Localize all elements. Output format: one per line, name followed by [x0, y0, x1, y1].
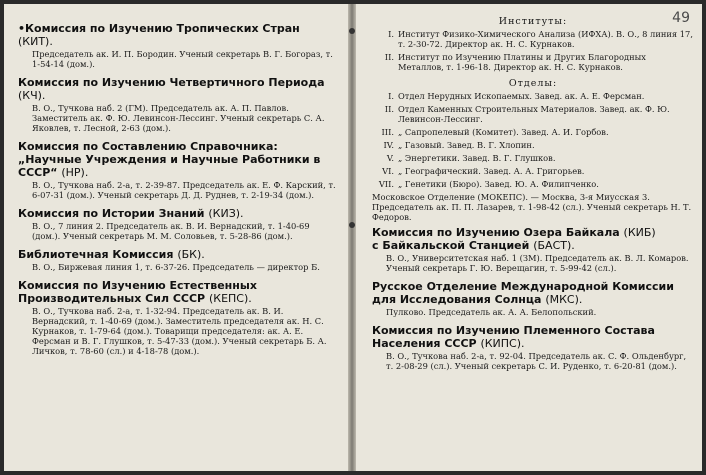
entry-title: Комиссия по Изучению Четвертичного Периода (КЧ).: [18, 76, 325, 102]
entry-keps: [18, 279, 338, 356]
list-item: I. Институт Физико-Химического Анализа (ИФХА). В. О., 8 линия 17, т. 2-30-72. Директор ак. Н. С. Курнаков.: [388, 29, 693, 49]
institutes-heading: Институты:: [498, 16, 568, 27]
page-number: 49: [672, 10, 690, 26]
entry-body: В. О., Тучкова наб. 2-а, т. 1-32-94. Председатель ак. В. И. Вернадский, т. 1-40-69 (дом.). Заместитель председателя ак. Н. С. Курнаков, т. 1-79-64 (дом.). Товарищи председателя: ак. А. Е. Ферсман и В. Г. Глушков, т. 5-47-33 (дом.). Ученый секретарь Б. А. Личков, т. 78-60 (сл.) и 4-18-78 (дом.).: [32, 306, 327, 356]
book-gutter: [348, 4, 356, 471]
list-item: I. Отдел Нерудных Ископаемых. Завед. ак. А. Е. Ферсман.: [388, 91, 645, 101]
list-item: II. Отдел Каменных Строительных Материалов. Завед. ак. Ф. Ю. Левинсон-Лессинг.: [384, 104, 670, 124]
list-item: III. „ Сапропелевый (Комитет). Завед. А. И. Горбов.: [381, 127, 609, 137]
right-page: [356, 4, 702, 471]
entry-title: Комиссия по Изучению Естественных Производительных Сил СССР (КЕПС).: [18, 279, 257, 305]
entry-body: Председатель ак. И. П. Бородин. Ученый секретарь В. Г. Богораз, т. 1-54-14 (дом.).: [32, 49, 333, 69]
entry-body: В. О., Биржевая линия 1, т. 6-37-26. Председатель — директор Б.: [32, 262, 320, 272]
entry-mks: [372, 280, 694, 317]
entry-kips: [372, 324, 694, 371]
left-page: [4, 4, 348, 471]
binding-dot: [349, 28, 355, 34]
list-item: IV. „ Газовый. Завед. В. Г. Хлопин.: [383, 140, 535, 150]
entry-title: Комиссия по Истории Знаний (КИЗ).: [18, 207, 244, 220]
list-item: V. „ Энергетики. Завед. В. Г. Глушков.: [386, 153, 556, 163]
entry-title: Комиссия по Составлению Справочника: „Научные Учреждения и Научные Работники в СССР“ (НР).: [18, 140, 321, 179]
entry-body: В. О., 7 линия 2. Председатель ак. В. И. Вернадский, т. 1-40-69 (дом.). Ученый секретарь М. М. Соловьев, т. 5-28-86 (дом.).: [32, 221, 310, 241]
entry-body: В. О., Тучкова наб. 2-а, т. 92-04. Председатель ак. С. Ф. Ольденбург, т. 2-08-29 (сл.). Ученый секретарь С. И. Руденко, т. 6-20-81 (дом.).: [386, 351, 687, 371]
entry-title: Комиссия по Изучению Озера Байкала (КИБ) с Байкальской Станцией (БАСТ).: [372, 226, 656, 252]
entry-body: В. О., Университетская наб. 1 (ЗМ). Председатель ак. В. Л. Комаров. Ученый секретарь Г. Ю. Верещагин, т. 5-99-42 (сл.).: [386, 253, 689, 273]
moscow-branch: Московское Отделение (МОКЕПС). — Москва, 3-я Миусская 3. Председатель ак. П. П. Лазарев, т. 1-98-42 (сл.). Ученый секретарь Н. Т. Федоров.: [372, 192, 692, 222]
entry-body: В. О., Тучкова наб. 2-а, т. 2-39-87. Председатель ак. Е. Ф. Карский, т. 6-07-31 (дом.). Ученый секретарь Д. Д. Руднев, т. 2-19-34 (дом.).: [32, 180, 336, 200]
list-item: VII. „ Генетики (Бюро). Завед. Ю. А. Филипченко.: [378, 179, 599, 189]
departments-heading: Отделы:: [508, 78, 558, 89]
entry-title: •Комиссия по Изучению Тропических Стран (КИТ).: [18, 22, 300, 48]
entry-body: В. О., Тучкова наб. 2 (ГМ). Председатель ак. А. П. Павлов. Заместитель ак. Ф. Ю. Левинсон-Лессинг. Ученый секретарь С. А. Яковлев, т. Лесной, 2-63 (дом.).: [32, 103, 325, 133]
list-item: VI. „ Географический. Завед. А. А. Григорьев.: [382, 166, 585, 176]
entry-kib: [372, 226, 694, 273]
entry-title: Комиссия по Изучению Племенного Состава Населения СССР (КИПС).: [372, 324, 655, 350]
entry-title: Русское Отделение Международной Комиссии для Исследования Солнца (МКС).: [372, 280, 674, 306]
entry-title: Библиотечная Комиссия (БК).: [18, 248, 205, 261]
binding-dot: [349, 222, 355, 228]
entry-body: Пулково. Председатель ак. А. А. Белопольский.: [386, 307, 597, 317]
entry-kch: [18, 76, 338, 133]
entry-kit: [18, 22, 338, 69]
list-item: II. Институт по Изучению Платины и Других Благородных Металлов, т. 1-96-18. Директор ак. Н. С. Курнаков.: [384, 52, 646, 72]
entry-kiz: [18, 207, 338, 241]
entry-nr: [18, 140, 338, 200]
entry-bk: [18, 248, 338, 272]
